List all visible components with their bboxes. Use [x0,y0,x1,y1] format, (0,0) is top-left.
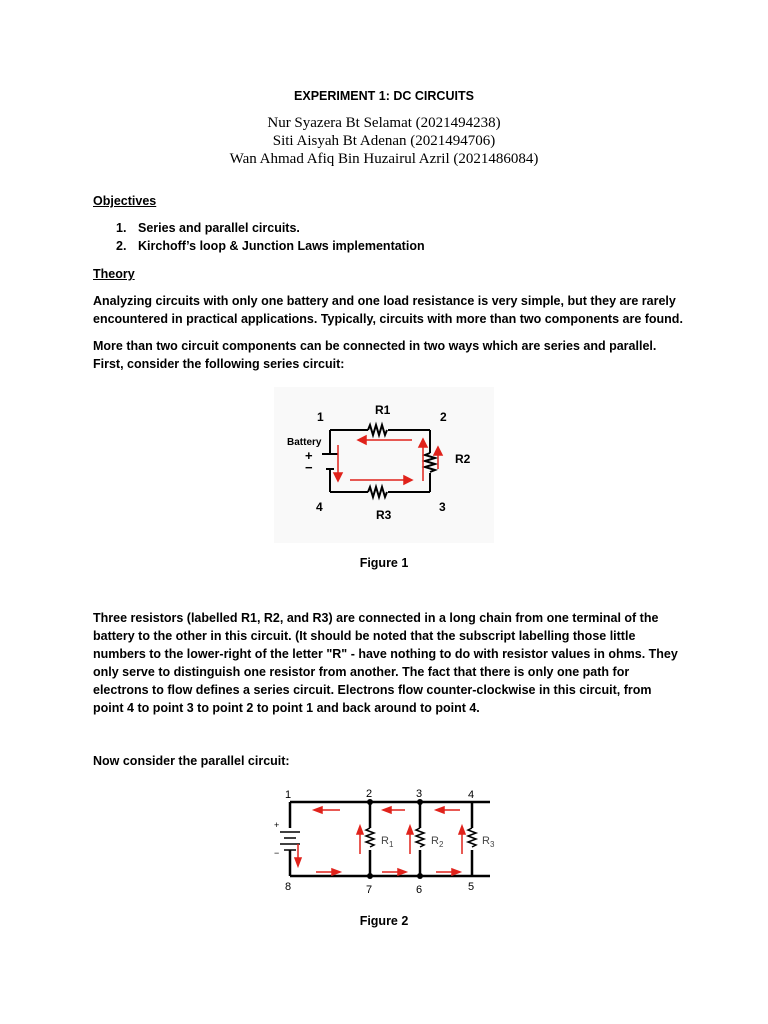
objective-number: 1. [116,221,127,235]
node-label: 6 [416,884,423,896]
node-label: 2 [440,410,447,424]
theory-paragraph-3: Three resistors (labelled R1, R2, and R3) are connected in a long chain from one terminal of the battery to the other in this circuit. (It should be noted that the subscript labelling those little numbers to the lower-right of the letter "R" - have nothing to do with resistor values in ohms. They only serve to distinguish one resistor from another. The fact that there is only one path for electrons to flow defines a series circuit. Electrons flow counter-clockwise in this circuit, from point 4 to point 3 to point 2 to point 1 and back around to point 4. [93,611,678,715]
resistor-label: $R_1$ [381,835,394,849]
node-label: 4 [316,500,323,514]
resistor-label: R1 [375,403,391,417]
node-label: 1 [285,789,292,801]
node-label: 2 [366,788,373,800]
battery-label: Battery [287,437,322,448]
objective-text: Series and parallel circuits. [138,221,300,235]
theory-paragraph-4: Now consider the parallel circuit: [93,754,290,768]
theory-paragraph-2: More than two circuit components can be connected in two ways which are series and parallel. First, consider the following series circuit: [93,339,657,371]
battery-symbol [280,832,300,850]
resistor-label: $R_2$ [431,835,444,849]
author-2: Siti Aisyah Bt Adenan (2021494706) [272,133,496,149]
resistor-label: $R_3$ [482,835,495,849]
theory-paragraph-1: Analyzing circuits with only one battery and one load resistance is very simple, but they are rarely encountered in practical applications. Typically, circuits with more than two components are found. [93,294,683,326]
battery-plus-sign: + [274,820,280,830]
node-label: 8 [285,881,292,893]
figure-1-caption: Figure 1 [359,556,409,570]
resistor-label: R2 [455,452,471,466]
node-label: 7 [366,884,373,896]
theory-heading: Theory [93,267,135,281]
objectives-heading: Objectives [93,194,157,208]
objective-item [116,221,300,235]
battery-minus-sign: − [305,460,313,475]
node-label: 3 [439,500,446,514]
author-list [0,114,768,168]
author-3: Wan Ahmad Afiq Bin Huzairul Azril (2021486084) [229,151,539,167]
node-label: 5 [468,881,475,893]
resistor-label: R3 [376,508,392,522]
node-label: 4 [468,789,475,801]
node-label: 1 [317,410,324,424]
node-label: 3 [416,788,423,800]
author-1: Nur Syazera Bt Selamat (2021494238) [267,115,501,131]
figure-2-parallel-circuit [260,782,510,900]
r3-resistor-symbol [468,828,476,847]
r1-resistor-symbol [366,828,374,847]
document-title: EXPERIMENT 1: DC CIRCUITS [294,89,474,103]
objective-number: 2. [116,239,127,253]
battery-minus-sign: − [274,848,280,858]
figure-2-caption: Figure 2 [359,914,409,928]
objective-item [116,239,425,253]
figure-1-series-circuit [240,385,530,545]
objective-text: Kirchoff’s loop & Junction Laws implementation [138,239,425,253]
r2-resistor-symbol [416,828,424,847]
battery-plus-sign: + [305,448,313,463]
